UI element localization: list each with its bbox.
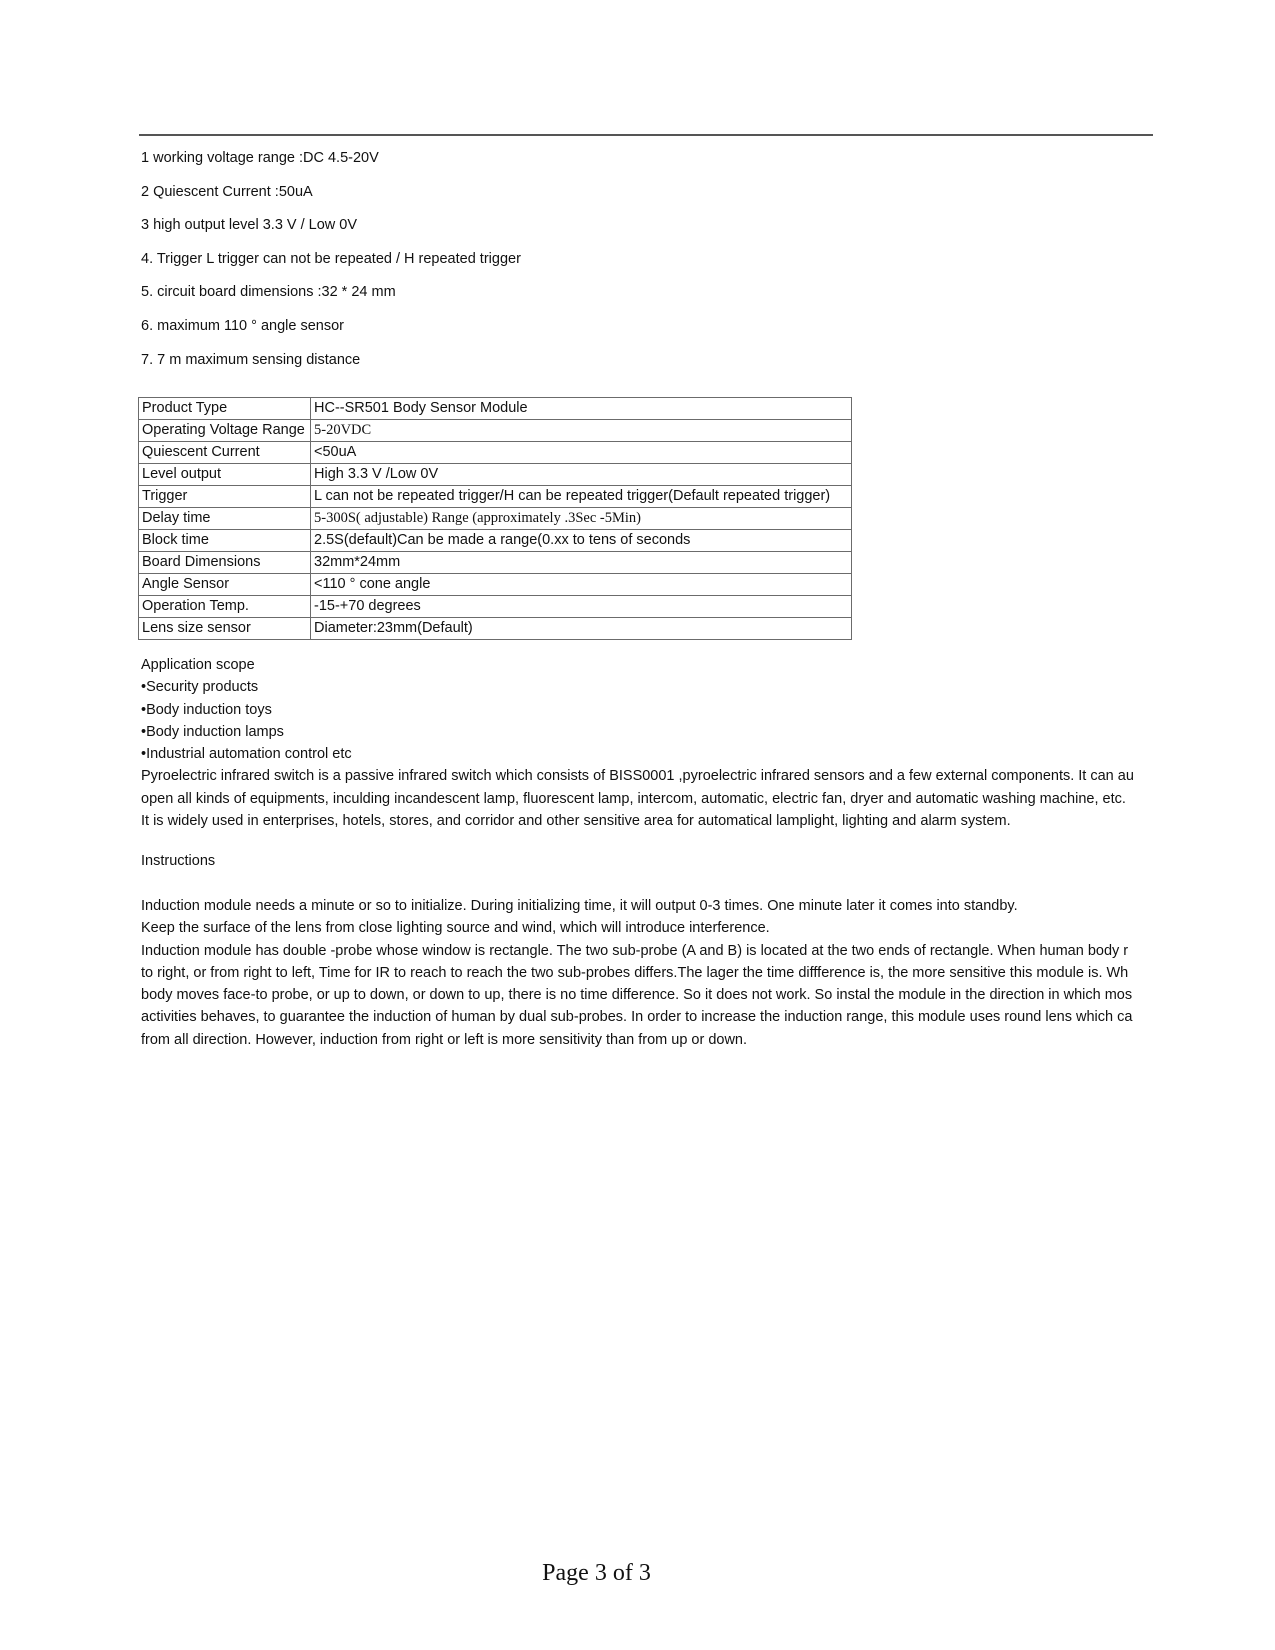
application-section [141,654,1153,832]
spec-value: L can not be repeated trigger/H can be repeated trigger(Default repeated trigger) [311,486,852,508]
table-row [139,596,852,618]
spec-key: Lens size sensor [139,618,311,640]
list-item: •Security products [141,679,259,696]
spec-value: <50uA [311,442,852,464]
spec-key: Product Type [139,398,311,420]
instruction-line: to right, or from right to left, Time for IR to reach to reach the two sub-probes differs.The lager the time diffference is, the more sensitive this module is. Wh [141,964,1129,981]
spec-value: -15-+70 degrees [311,596,852,618]
description-line: open all kinds of equipments, inculding incandescent lamp, fluorescent lamp, intercom, automatic, electric fan, dryer and automatic washing machine, etc. [141,790,1126,807]
instruction-line: Keep the surface of the lens from close lighting source and wind, which will introduce interference. [141,920,770,937]
description-line: It is widely used in enterprises, hotels, stores, and corridor and other sensitive area for automatical lamplight, lighting and alarm system. [141,813,1011,830]
spec-key: Delay time [139,508,311,530]
list-item: •Body induction toys [141,701,272,718]
feature-item: 4. Trigger L trigger can not be repeated / H repeated trigger [141,250,521,267]
table-row [139,618,852,640]
feature-item: 5. circuit board dimensions :32 * 24 mm [141,284,396,301]
feature-item: 3 high output level 3.3 V / Low 0V [141,217,358,234]
instruction-line: from all direction. However, induction from right or left is more sensitivity than from up or down. [141,1031,748,1048]
spec-value: HC--SR501 Body Sensor Module [311,398,852,420]
instruction-line: Induction module needs a minute or so to initialize. During initializing time, it will output 0-3 times. One minute later it comes into standby. [141,898,1018,914]
spec-value: High 3.3 V /Low 0V [311,464,852,486]
instruction-line: body moves face-to probe, or up to down, or down to up, there is no time difference. So it does not work. So instal the module in the direction in which mos [141,987,1133,1004]
spec-table [138,397,852,640]
feature-item: 7. 7 m maximum sensing distance [141,351,361,368]
spec-value: <110 ° cone angle [311,574,852,596]
feature-item: 6. maximum 110 ° angle sensor [141,317,344,334]
spec-key: Block time [139,530,311,552]
spec-value: Diameter:23mm(Default) [311,618,852,640]
description-line: Pyroelectric infrared switch is a passive infrared switch which consists of BISS0001 ,pyroelectric infrared sensors and a few external components. It can au [141,768,1134,785]
spec-key: Quiescent Current [139,442,311,464]
list-item: •Body induction lamps [141,723,284,740]
table-row [139,574,852,596]
feature-item: 2 Quiescent Current :50uA [141,183,313,200]
spec-value: 5-20VDC [311,420,852,442]
table-row [139,420,852,442]
instruction-line: activities behaves, to guarantee the induction of human by dual sub-probes. In order to increase the induction range, this module uses round lens which ca [141,1009,1133,1026]
spec-key: Operation Temp. [139,596,311,618]
table-row [139,398,852,420]
spec-key: Level output [139,464,311,486]
table-row [139,552,852,574]
table-row [139,464,852,486]
feature-item: 1 working voltage range :DC 4.5-20V [141,150,379,166]
spec-value: 32mm*24mm [311,552,852,574]
instructions-heading: Instructions [141,853,216,869]
page-footer [0,1560,1275,1587]
list-item: •Industrial automation control etc [141,746,352,763]
instruction-line: Induction module has double -probe whose window is rectangle. The two sub-probe (A and B) is located at the two ends of rectangle. When human body r [141,942,1129,959]
table-row [139,508,852,530]
spec-value: 5-300S( adjustable) Range (approximately .3Sec -5Min) [311,508,852,530]
instructions-body [141,895,1153,1051]
spec-key: Trigger [139,486,311,508]
spec-value: 2.5S(default)Can be made a range(0.xx to tens of seconds [311,530,852,552]
spec-key: Angle Sensor [139,574,311,596]
header-rule [139,134,1153,136]
table-row [139,530,852,552]
application-heading: Application scope [141,657,255,673]
page-number: Page 3 of 3 [542,1560,651,1586]
table-row [139,442,852,464]
spec-key: Operating Voltage Range [139,420,311,442]
table-row [139,486,852,508]
spec-key: Board Dimensions [139,552,311,574]
feature-list [141,150,521,385]
